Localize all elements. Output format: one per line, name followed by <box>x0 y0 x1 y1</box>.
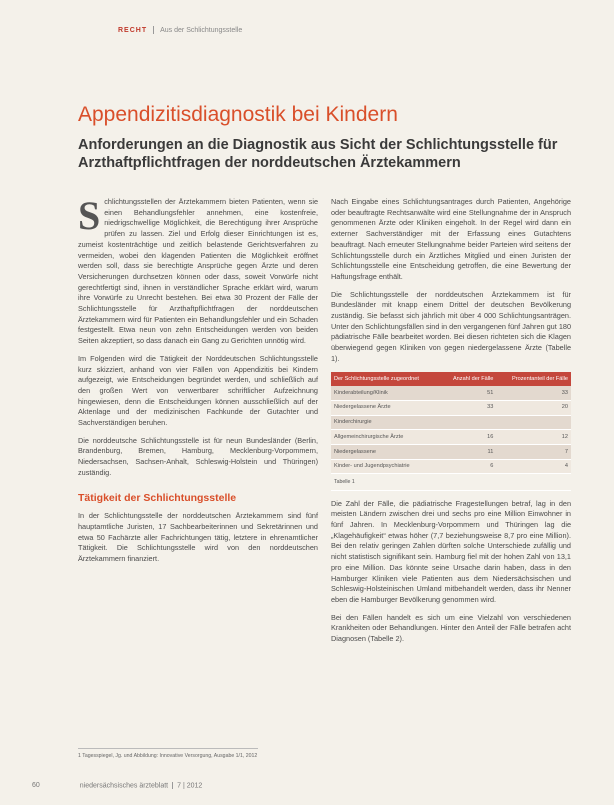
table-footnote: Tabelle 1 <box>331 474 571 490</box>
right-paragraph-1: Nach Eingabe eines Schlichtungsantrages durch Patienten, Angehörige oder beauftragte Rechtsanwälte wird eine Stellungnahme der in Anspruch genommenen Ärzte oder Kliniken eingeholt. In der Regel wird dann ein externer Sachverständiger mit der Erfassung eines Gutachtens beauftragt. Nach erneuter Stellungnahme beider Parteien wird seitens der Schlichtungsstelle durch ein Ärztliches Mitglied und einen Juristen der Schlichtungsstelle eine Entscheidung getroffen, die eine Bewertung der Haftungsfrage enthält. <box>331 197 571 281</box>
table-cell <box>496 415 571 430</box>
right-column <box>331 197 571 652</box>
table-cell: 11 <box>440 445 496 460</box>
table-footnote-row <box>331 474 571 490</box>
table-header: Der Schlichtungsstelle zugeordnet <box>331 372 440 387</box>
table-cell: 33 <box>496 386 571 400</box>
data-table <box>331 372 571 491</box>
table-cell: Kinderabteilung/Klinik <box>331 386 440 400</box>
journal-name: niedersächsisches ärzteblatt <box>79 782 169 790</box>
table-cell: 33 <box>440 400 496 415</box>
table-cell: 16 <box>440 430 496 445</box>
article-subtitle: Anforderungen an die Diagnostik aus Sicht der Schlichtungsstelle für Arzthaftpflichtfragen der norddeutschen Ärztekammern <box>78 137 558 171</box>
left-column <box>78 193 318 572</box>
table-row <box>331 445 571 460</box>
footnote: 1 Tagesspiegel, Jg. und Abbildung: Innovative Versorgung, Ausgabe 1/1, 2012 <box>78 748 258 760</box>
section-rubric <box>118 26 242 34</box>
drop-cap: S <box>78 193 101 238</box>
table-row <box>331 459 571 474</box>
table-cell: Kinder- und Jugendpsychiatrie <box>331 459 440 474</box>
table-header-row <box>331 372 571 387</box>
table-header: Prozentanteil der Fälle <box>496 372 571 387</box>
issue-number: 7 | 2012 <box>177 782 203 790</box>
table-cell: Kinderchirurgie <box>331 415 440 430</box>
table-header: Anzahl der Fälle <box>440 372 496 387</box>
table-row <box>331 386 571 400</box>
article-title: Appendizitisdiagnostik bei Kindern <box>78 103 398 126</box>
table-row <box>331 415 571 430</box>
page-number: 60 <box>32 782 40 790</box>
footer-divider <box>172 782 173 789</box>
page-footer <box>32 782 202 789</box>
rubric-label: RECHT <box>118 26 148 34</box>
table-cell: 20 <box>496 400 571 415</box>
left-paragraph-3: Die norddeutsche Schlichtungsstelle ist für neun Bundesländer (Berlin, Brandenburg, Bremen, Hamburg, Mecklenburg-Vorpommern, Niedersachsen, Sachsen-Anhalt, Schleswig-Holstein und Thüringen) zuständig. <box>78 435 318 477</box>
table-cell <box>440 415 496 430</box>
rubric-divider <box>153 26 154 34</box>
left-paragraph-4: In der Schlichtungsstelle der norddeutschen Ärztekammern sind fünf hauptamtliche Juristen, 17 Sachbearbeiterinnen und Sekretärinnen und etwa 50 Fachärzte aller Fachrichtungen tätig, letztere in ehrenamtlicher Tätigkeit. Die Schlichtungsstelle wird von den norddeutschen Ärztekammern finanziert. <box>78 511 318 564</box>
table-cell: 51 <box>440 386 496 400</box>
right-paragraph-2: Die Schlichtungsstelle der norddeutschen Ärztekammern ist für Bundesländer mit knapp einem Drittel der deutschen Bevölkerung zuständig. Sie befasst sich jährlich mit über 4 000 Schlichtungsanträgen. Unter den Schlichtungsfällen sind in den vergangenen fünf Jahren gut 180 pädiatrische Fälle bearbeitet worden. Bei diesen richteten sich die Klagen überwiegend gegen Kliniken von gegen niedergelassene Ärzte (Tabelle 1). <box>331 289 571 363</box>
intro-text: chlichtungsstellen der Ärztekammern bieten Patienten, wenn sie einen Behandlungsfehler annehmen, eine kostenfreie, niedrigschwellige Möglichkeit, die Berechtigung ihrer Ansprüche prüfen zu lassen. Ziel und Erfolg dieser Einrichtungen ist es, zumeist kostenträchtige und zeitlich belastende Gerichtsverfahren zu vermeiden, wobei den klagenden Patienten die Möglichkeit eröffnet werden soll, dass sie berechtigte Ansprüche gegen Ärzte und deren Versicherungen durchsetzen können oder dass, soweit Vorwürfe nicht gerechtfertigt sind, ihnen in verständlicher Sprache erklärt wird, warum ihre Vorwürfe zu Unrecht bestehen. Bei etwa 30 Prozent der Fälle der Schlichtungsstelle für Arzthaftpflichtfragen der norddeutschen Ärztekammern wird für Patienten ein Behandlungsfehler und ein Schaden festgestellt. Etwa neun von zehn Entscheidungen werden von beiden Seiten akzeptiert, so dass danach ein Gang zu Gerichten unnötig wird. <box>78 197 318 346</box>
table-cell: Niedergelassene <box>331 445 440 460</box>
intro-paragraph <box>78 193 318 347</box>
table-cell: 12 <box>496 430 571 445</box>
rubric-section: Aus der Schlichtungsstelle <box>160 26 243 34</box>
table-cell: 7 <box>496 445 571 460</box>
table-row <box>331 400 571 415</box>
right-paragraph-4: Bei den Fällen handelt es sich um eine Vielzahl von verschiedenen Krankheiten oder Behandlungen. Hinter den Anteil der Fälle betrafen acht Diagnosen (Tabelle 2). <box>331 612 571 644</box>
table-cell: 6 <box>440 459 496 474</box>
right-paragraph-3: Die Zahl der Fälle, die pädiatrische Fragestellungen betraf, lag in den meisten Ländern zwischen drei und sechs pro eine Million Einwohner in fünf Jahren. In Mecklenburg-Vorpommern und Thüringen lag die „Klagehäufigkeit“ etwas höher (7,7 beziehungsweise 8,7 pro eine Million). Bei den relativ geringen Zahlen dürften solche Unterschiede zufällig und nicht statistisch signifikant sein. Hamburg fiel mit der hohen Zahl von 13,1 pro eine Million. Das könnte seine Ursache darin haben, dass in den Hamburger Kliniken viele Patienten aus dem Niedersächsischen und Schleswig-Holsteinischen Umland mitbehandelt werden, dass ihr Nenner eben die Hamburger Bevölkerung genommen wird. <box>331 498 571 604</box>
section-heading: Tätigkeit der Schlichtungsstelle <box>78 491 237 504</box>
table-cell: Niedergelassene Ärzte <box>331 400 440 415</box>
table-cell: Allgemeinchirurgische Ärzte <box>331 430 440 445</box>
table-cell: 4 <box>496 459 571 474</box>
left-paragraph-2: Im Folgenden wird die Tätigkeit der Norddeutschen Schlichtungsstelle kurz skizziert, anhand von vier Fällen von Appendizitis bei Kindern aufgezeigt, wie Entscheidungen begründet werden, und schließlich auf den großen Wert von verwertbarer schriftlicher Aufzeichnung hingewiesen, denn die Entscheidungen können ausschließlich auf der Aktenlage und der medizinischen Fachkunde der Gutachter und Sachverständigen beruhen. <box>78 353 318 428</box>
table-row <box>331 430 571 445</box>
